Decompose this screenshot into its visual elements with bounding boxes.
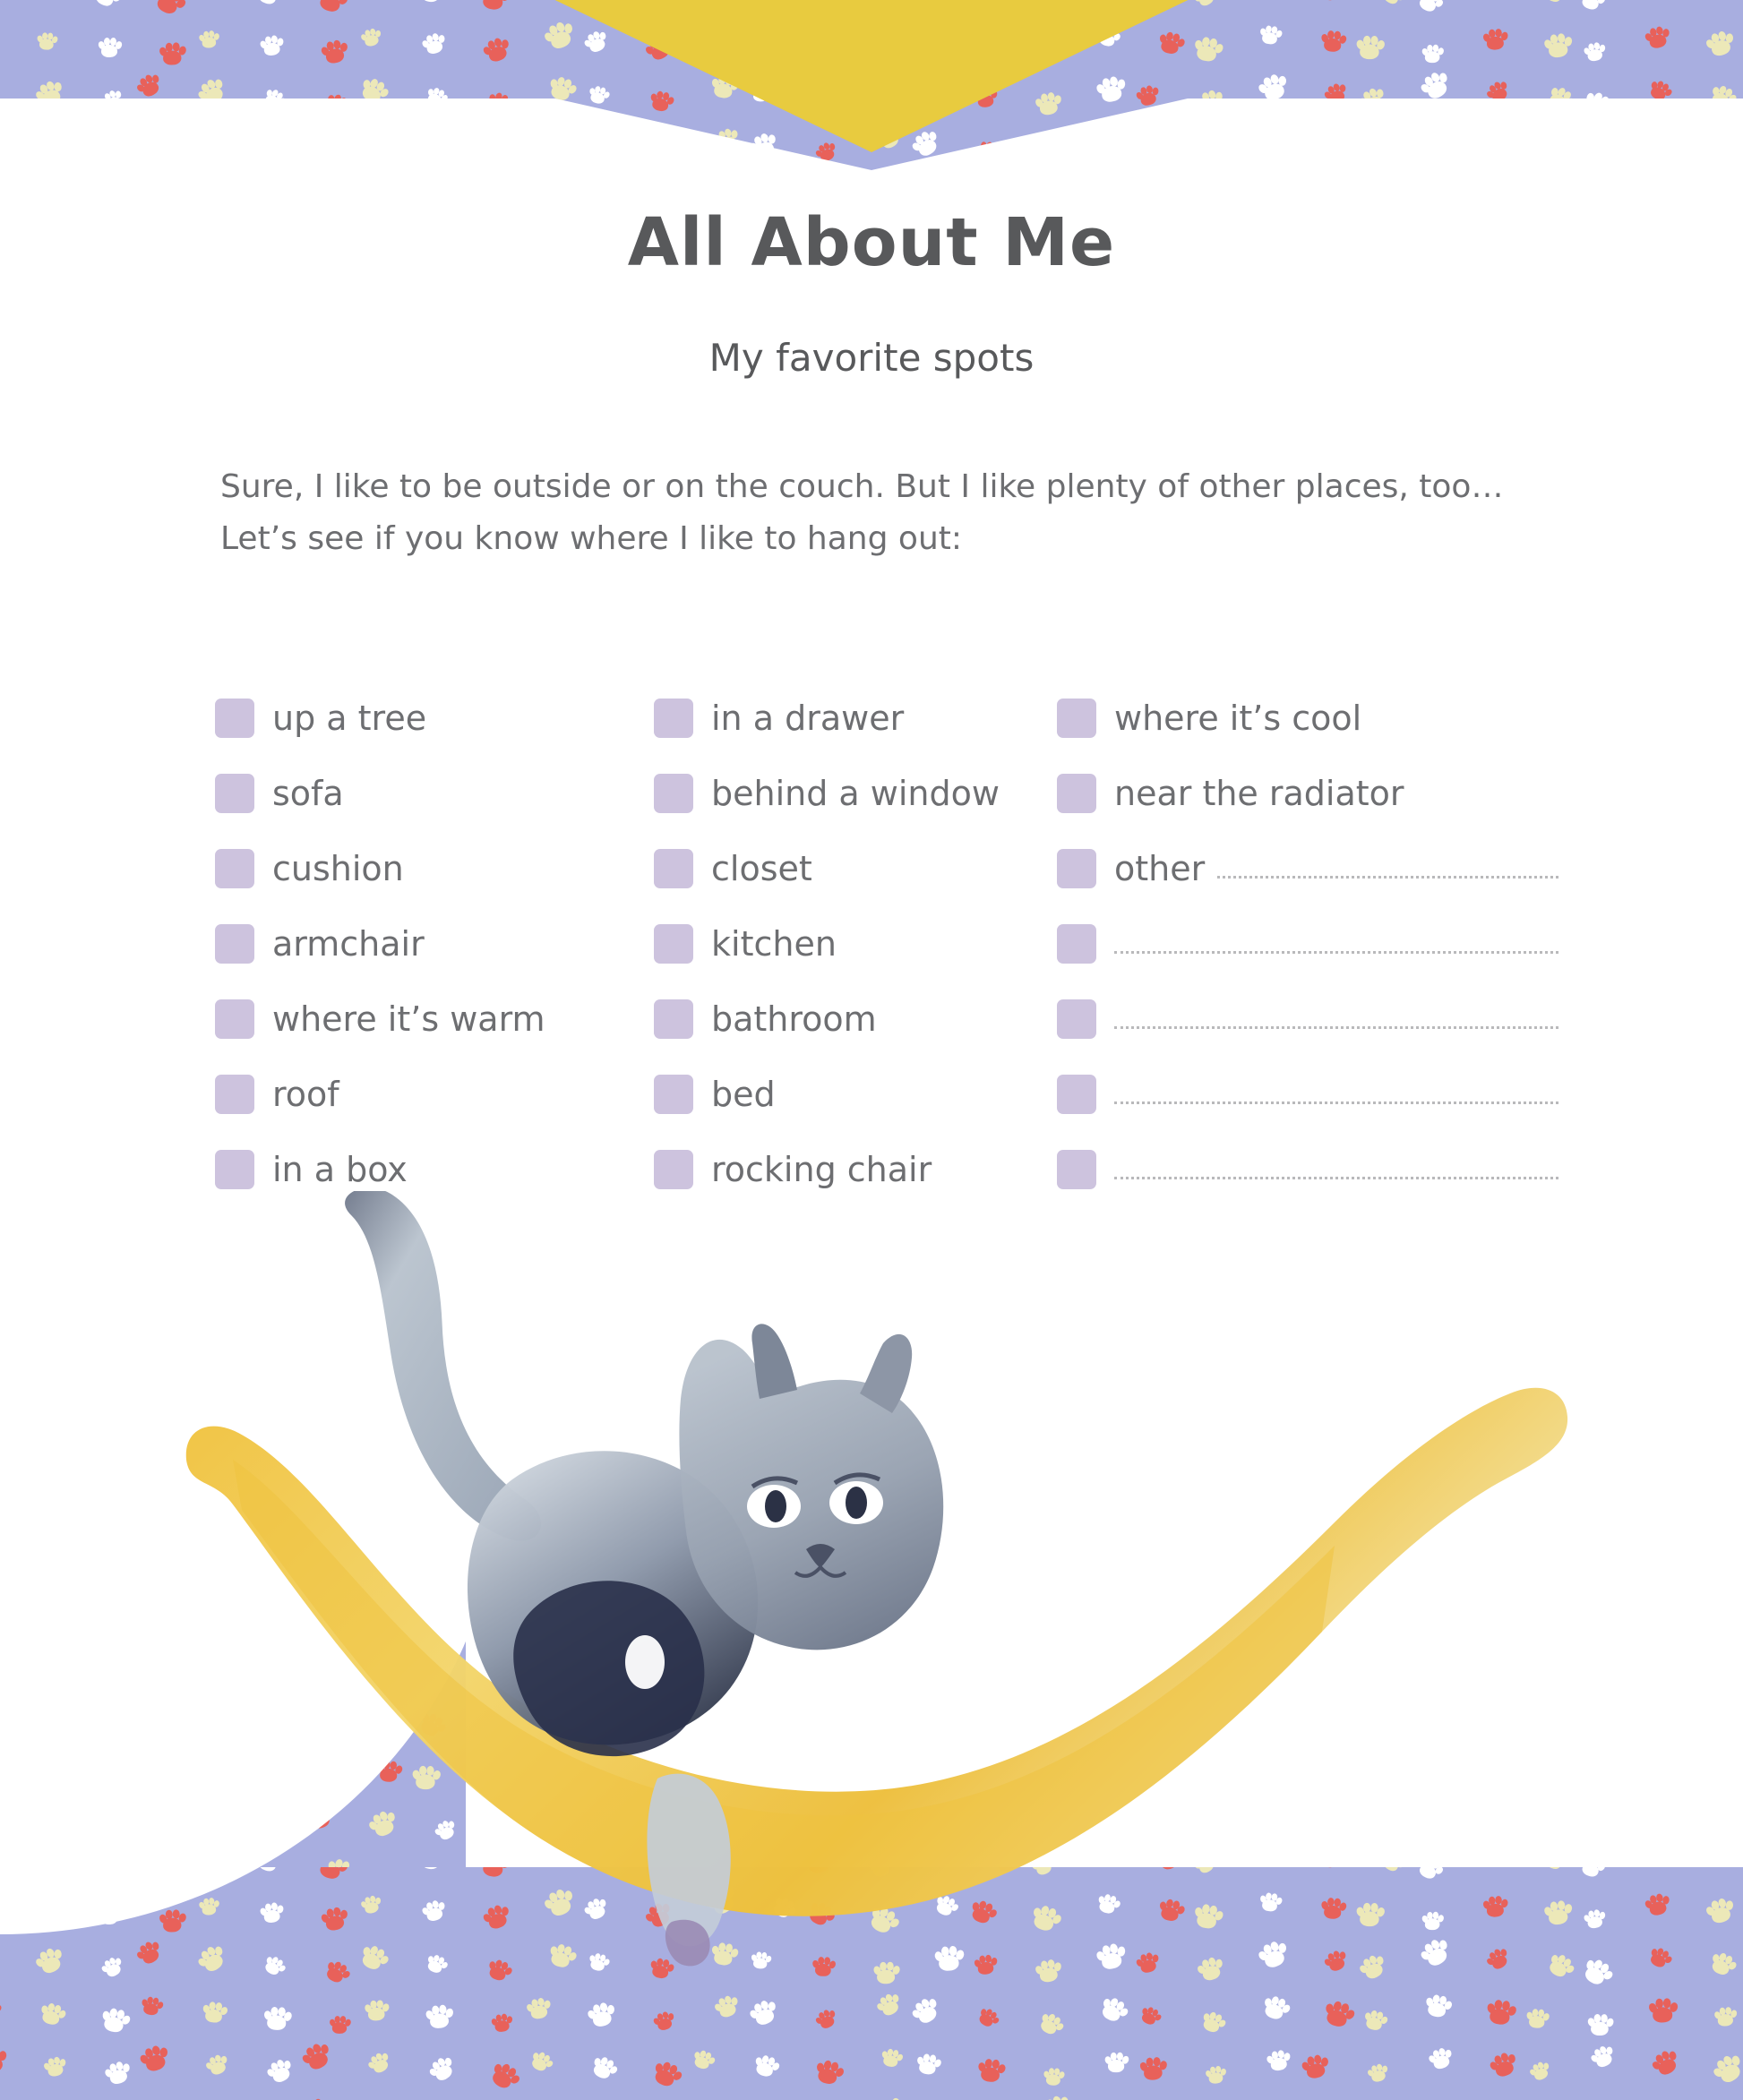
paw-print-icon <box>38 133 66 159</box>
paw-print-icon <box>0 1596 10 1624</box>
paw-print-icon <box>29 1867 58 1870</box>
paw-print-icon <box>39 1599 74 1633</box>
paw-print-icon <box>140 1995 164 2016</box>
list-item[interactable] <box>215 756 654 831</box>
paw-print-icon <box>1648 1998 1678 2023</box>
paw-print-icon <box>528 2049 554 2075</box>
paw-print-icon <box>1414 0 1445 15</box>
paw-print-icon <box>201 133 227 157</box>
paw-print-icon <box>1542 32 1573 59</box>
paw-print-icon <box>23 1761 55 1790</box>
checkbox-icon[interactable] <box>654 924 693 964</box>
write-in-line[interactable] <box>1114 1153 1558 1179</box>
paw-print-icon <box>424 85 449 108</box>
paw-print-icon <box>1646 77 1674 103</box>
paw-print-icon <box>32 78 66 110</box>
paw-print-icon <box>1577 1867 1606 1880</box>
paw-print-icon <box>811 90 835 109</box>
paw-print-icon <box>1525 141 1549 162</box>
paw-print-icon <box>1134 83 1161 107</box>
checkbox-icon[interactable] <box>1057 1075 1096 1114</box>
paw-print-icon <box>298 2040 334 2074</box>
paw-print-icon <box>812 2058 844 2087</box>
paw-print-icon <box>141 1593 172 1624</box>
paw-print-icon <box>193 75 228 109</box>
paw-print-icon <box>1484 132 1515 159</box>
paw-print-icon <box>261 86 288 112</box>
checkbox-icon[interactable] <box>1057 924 1096 964</box>
checkbox-icon[interactable] <box>215 699 254 738</box>
paw-print-icon <box>1426 2046 1454 2072</box>
paw-print-icon <box>356 74 391 107</box>
paw-print-icon <box>1588 2044 1618 2071</box>
paw-print-icon <box>1705 1867 1729 1869</box>
paw-print-icon <box>29 1522 58 1525</box>
paw-print-icon <box>100 1664 126 1687</box>
paw-print-icon <box>36 1899 57 1917</box>
list-item[interactable] <box>654 831 1057 906</box>
list-item-blank[interactable] <box>1057 981 1558 1057</box>
list-item[interactable] <box>215 681 654 756</box>
paw-print-icon <box>1577 0 1606 13</box>
paw-print-icon <box>1587 147 1613 168</box>
paw-print-icon <box>133 71 164 100</box>
paw-print-icon <box>1579 88 1615 122</box>
checkbox-icon[interactable] <box>1057 849 1096 888</box>
list-item[interactable] <box>654 906 1057 981</box>
paw-print-icon <box>914 2053 940 2076</box>
paw-print-icon <box>1195 88 1226 116</box>
paw-print-icon <box>264 2056 296 2086</box>
cat-paw <box>647 1774 730 1967</box>
paw-print-icon <box>1034 91 1062 117</box>
paw-pattern-top-band <box>0 0 1743 170</box>
paw-print-icon <box>712 126 741 153</box>
paw-print-icon <box>880 2047 903 2069</box>
paw-print-icon <box>1713 2007 1737 2027</box>
paw-print-icon <box>1542 0 1568 4</box>
checklist-column-3 <box>1057 681 1558 1207</box>
paw-print-icon <box>707 0 730 12</box>
list-item-blank[interactable] <box>1057 906 1558 981</box>
paw-print-icon <box>0 1649 4 1677</box>
list-item-label: in a box <box>272 1150 408 1189</box>
paw-print-icon <box>322 90 352 119</box>
list-item-label: rocking chair <box>711 1150 932 1189</box>
checkbox-icon[interactable] <box>654 849 693 888</box>
paw-print-icon <box>420 31 448 56</box>
paw-print-icon <box>38 2001 66 2027</box>
checkbox-icon[interactable] <box>1057 1150 1096 1189</box>
paw-print-icon <box>1361 141 1387 165</box>
paw-print-icon <box>425 2054 458 2086</box>
paw-print-icon <box>1643 25 1671 51</box>
list-item-label: where it’s warm <box>272 999 545 1039</box>
paw-print-icon <box>649 2058 683 2090</box>
checkbox-icon[interactable] <box>1057 999 1096 1039</box>
list-item-label: cushion <box>272 849 404 888</box>
paw-print-icon <box>198 30 219 48</box>
paw-print-icon <box>151 1566 175 1586</box>
paw-print-icon <box>42 2055 68 2079</box>
paw-print-icon <box>99 1955 125 1980</box>
paw-print-icon <box>262 139 291 163</box>
paw-print-icon <box>804 30 837 62</box>
paw-print-icon <box>90 1522 123 1533</box>
paw-print-icon <box>319 39 349 65</box>
paw-print-icon <box>99 2006 130 2035</box>
checkbox-icon[interactable] <box>654 1150 693 1189</box>
paw-print-icon <box>1707 1950 1739 1979</box>
paw-print-icon <box>1096 126 1129 158</box>
paw-print-icon <box>0 1810 9 1832</box>
paw-print-icon <box>329 149 349 167</box>
list-item-label: near the radiator <box>1114 774 1404 813</box>
paw-print-icon <box>99 88 125 113</box>
list-item[interactable] <box>215 906 654 981</box>
paw-print-icon <box>932 25 959 51</box>
paw-print-icon <box>1705 0 1729 2</box>
paw-print-icon <box>1258 24 1282 45</box>
paw-print-icon <box>1481 28 1507 50</box>
paw-print-icon <box>486 2059 522 2093</box>
paw-print-icon <box>933 78 964 104</box>
paw-print-icon <box>709 74 738 99</box>
paw-print-icon <box>36 32 57 50</box>
paw-print-icon <box>1104 2053 1129 2073</box>
checkbox-icon[interactable] <box>654 774 693 813</box>
paw-print-icon <box>1475 0 1509 3</box>
list-item[interactable] <box>215 831 654 906</box>
paw-print-icon <box>967 30 999 60</box>
paw-print-icon <box>1421 44 1444 63</box>
paw-print-icon <box>1579 1955 1615 1989</box>
paw-print-icon <box>751 2053 780 2079</box>
paw-print-icon <box>99 1873 130 1881</box>
paw-print-icon <box>84 1765 118 1796</box>
paw-print-icon <box>0 1941 2 1968</box>
checkbox-icon[interactable] <box>215 849 254 888</box>
list-item[interactable] <box>654 1057 1057 1132</box>
paw-print-icon <box>0 1996 3 2020</box>
page-subtitle: My favorite spots <box>708 336 1035 380</box>
checkbox-icon[interactable] <box>215 1150 254 1189</box>
paw-print-icon <box>1643 1892 1671 1918</box>
paw-print-icon <box>1544 83 1576 115</box>
paw-print-icon <box>1259 126 1291 155</box>
paw-print-icon <box>545 74 577 103</box>
paw-print-icon <box>1582 1908 1606 1930</box>
paw-print-icon <box>1035 142 1065 170</box>
paw-print-icon <box>976 2058 1005 2083</box>
list-item-label: bed <box>711 1075 776 1114</box>
paw-print-icon <box>0 1857 7 1881</box>
list-item[interactable] <box>215 1057 654 1132</box>
paw-print-icon <box>1205 2065 1227 2085</box>
favorite-spots-checklist <box>215 681 1558 1207</box>
paw-print-icon <box>975 138 1000 163</box>
paw-print-icon <box>485 90 513 116</box>
yellow-chevron <box>518 0 1225 152</box>
paw-print-icon <box>0 1755 16 1781</box>
paw-print-icon <box>1321 131 1356 162</box>
list-item-label: behind a window <box>711 774 1000 813</box>
checkbox-icon[interactable] <box>215 1075 254 1114</box>
paw-print-icon <box>416 0 445 4</box>
checklist-column-2 <box>654 681 1057 1207</box>
paw-print-icon <box>642 32 675 64</box>
paw-print-icon <box>150 1755 176 1779</box>
paw-print-icon <box>364 133 389 154</box>
paw-print-icon <box>90 0 123 11</box>
paw-print-icon <box>98 1905 121 1924</box>
checkbox-icon[interactable] <box>215 924 254 964</box>
paw-print-icon <box>39 1659 63 1680</box>
paw-print-icon <box>865 36 902 71</box>
paw-print-icon <box>490 146 513 167</box>
paw-print-icon <box>1366 2062 1390 2084</box>
paw-print-icon <box>0 129 3 153</box>
paw-print-icon <box>1356 85 1388 116</box>
paw-print-icon <box>746 131 779 162</box>
paw-print-icon <box>1417 68 1454 103</box>
paw-print-icon <box>1423 126 1452 152</box>
write-in-line[interactable] <box>1114 1078 1558 1104</box>
paw-print-icon <box>1487 2050 1519 2080</box>
paw-print-icon <box>1707 82 1739 112</box>
paw-print-icon <box>1255 72 1290 105</box>
list-item[interactable] <box>215 981 654 1057</box>
list-item-label: where it’s cool <box>1114 699 1362 738</box>
paw-print-icon <box>0 2046 8 2075</box>
paw-print-icon <box>86 1557 115 1581</box>
paw-print-icon <box>651 142 676 165</box>
paw-print-icon <box>541 19 578 53</box>
paw-print-icon <box>1582 41 1606 63</box>
checkbox-icon[interactable] <box>1057 699 1096 738</box>
checkbox-icon[interactable] <box>215 774 254 813</box>
paw-print-icon <box>813 140 839 164</box>
paw-print-icon <box>769 26 799 54</box>
paw-print-icon <box>143 1807 172 1833</box>
paw-print-icon <box>136 1649 165 1674</box>
paw-print-icon <box>1138 2056 1166 2080</box>
paw-print-icon <box>1355 36 1383 60</box>
list-item-label: other <box>1114 849 1206 888</box>
paw-print-icon <box>203 2053 230 2078</box>
intro-paragraph: Sure, I like to be outside or on the couch. But I like plenty of other places, too… Let’s see if you know where I like to hang out: <box>220 468 1504 558</box>
paw-print-icon <box>908 128 942 161</box>
list-item-label: sofa <box>272 774 344 813</box>
paw-print-icon <box>750 84 771 103</box>
list-item-label: up a tree <box>272 699 427 738</box>
paw-print-icon <box>137 2043 171 2074</box>
paw-print-icon <box>641 0 670 8</box>
paw-print-icon <box>159 42 186 65</box>
paw-print-icon <box>99 139 130 167</box>
paw-print-icon <box>1150 0 1185 7</box>
checkbox-icon[interactable] <box>654 1075 693 1114</box>
list-item-label: bathroom <box>711 999 877 1039</box>
paw-print-icon <box>1713 140 1737 160</box>
paw-print-icon <box>989 0 1023 7</box>
paw-print-icon <box>877 2096 910 2100</box>
paw-print-icon <box>1527 2060 1552 2083</box>
paw-print-icon <box>868 0 893 12</box>
write-in-line[interactable] <box>1114 928 1558 954</box>
paw-print-icon <box>1648 2047 1681 2079</box>
list-item[interactable] <box>654 756 1057 831</box>
paw-print-icon <box>1029 0 1056 11</box>
paw-print-icon <box>151 0 188 18</box>
paw-print-icon <box>1704 1896 1737 1926</box>
cat-head <box>679 1324 943 1650</box>
paw-print-icon <box>359 27 382 48</box>
list-item-label: kitchen <box>711 924 837 964</box>
paw-print-icon <box>1646 1944 1674 1970</box>
paw-print-icon <box>43 1814 73 1841</box>
paw-print-icon <box>140 128 164 149</box>
paw-print-icon <box>134 1856 168 1881</box>
paw-print-icon <box>82 1823 107 1845</box>
paw-print-icon <box>525 129 553 153</box>
paw-print-icon <box>305 2096 333 2100</box>
paw-print-icon <box>1043 2068 1064 2086</box>
paw-print-icon <box>1156 30 1185 56</box>
paw-print-icon <box>81 1609 108 1635</box>
list-item-label: armchair <box>272 924 425 964</box>
list-item-label: closet <box>711 849 812 888</box>
paw-print-icon <box>39 1868 65 1881</box>
paw-print-icon <box>1138 137 1163 160</box>
checkbox-icon[interactable] <box>654 999 693 1039</box>
paw-print-icon <box>314 0 348 15</box>
paw-print-icon <box>648 90 674 113</box>
paw-print-icon <box>253 0 284 7</box>
list-item-blank[interactable] <box>1057 1057 1558 1132</box>
list-item[interactable] <box>1057 756 1558 831</box>
paw-print-icon <box>25 1553 51 1575</box>
list-item-label: roof <box>272 1075 339 1114</box>
paw-print-icon <box>1039 2093 1074 2100</box>
paw-print-icon <box>133 1938 164 1967</box>
list-item-label: in a drawer <box>711 699 905 738</box>
paw-print-icon <box>588 2053 619 2082</box>
paw-print-icon <box>1198 141 1227 168</box>
paw-print-icon <box>102 2060 132 2087</box>
paw-print-icon <box>581 29 610 56</box>
paw-print-icon <box>480 35 512 64</box>
paw-print-icon <box>365 2050 392 2077</box>
paw-print-icon <box>702 16 740 52</box>
paw-print-icon <box>425 137 454 163</box>
paw-print-icon <box>1319 30 1345 52</box>
page-title: All About Me <box>627 204 1116 281</box>
list-item-other[interactable] <box>1057 831 1558 906</box>
paw-print-icon <box>1321 81 1349 107</box>
paw-print-icon <box>1587 2014 1613 2036</box>
paw-print-icon <box>259 34 285 57</box>
paw-print-icon <box>872 95 898 117</box>
paw-print-icon <box>1095 25 1120 49</box>
checkbox-icon[interactable] <box>654 699 693 738</box>
cat-in-hammock-illustration <box>179 1191 1576 2042</box>
list-item[interactable] <box>654 681 1057 756</box>
paw-print-icon <box>31 1710 59 1735</box>
paw-print-icon <box>1191 0 1219 10</box>
paw-print-icon <box>0 1547 13 1568</box>
paw-print-icon <box>587 84 610 106</box>
paw-print-icon <box>1191 35 1223 63</box>
checkbox-icon[interactable] <box>1057 774 1096 813</box>
paw-print-icon <box>91 1713 124 1743</box>
top-band-white-mask <box>0 0 1743 179</box>
paw-print-icon <box>1379 0 1406 7</box>
paw-print-icon <box>585 133 616 162</box>
paw-print-icon <box>1300 2053 1330 2081</box>
paw-print-icon <box>1094 74 1127 105</box>
paw-print-icon <box>802 0 833 8</box>
list-item[interactable] <box>1057 681 1558 756</box>
paw-print-icon <box>90 1867 123 1878</box>
paw-print-icon <box>1028 35 1062 66</box>
write-in-line[interactable] <box>1114 1003 1558 1029</box>
paw-print-icon <box>1312 0 1348 5</box>
paw-print-icon <box>98 38 121 57</box>
paw-print-icon <box>0 73 2 101</box>
checklist-column-1 <box>215 681 654 1207</box>
paw-print-icon <box>477 0 509 11</box>
paw-print-icon <box>32 1945 66 1977</box>
list-item[interactable] <box>654 981 1057 1057</box>
paw-print-icon <box>691 2048 717 2072</box>
checkbox-icon[interactable] <box>215 999 254 1039</box>
paw-print-icon <box>973 87 998 108</box>
paw-print-icon <box>29 0 58 3</box>
paw-print-icon <box>1648 131 1678 156</box>
paw-print-icon <box>1483 79 1512 107</box>
paw-print-icon <box>1709 2052 1743 2088</box>
paw-print-icon <box>873 124 904 152</box>
write-in-line[interactable] <box>1217 853 1558 879</box>
paw-print-icon <box>1704 29 1737 59</box>
paw-print-icon <box>1265 2049 1291 2072</box>
